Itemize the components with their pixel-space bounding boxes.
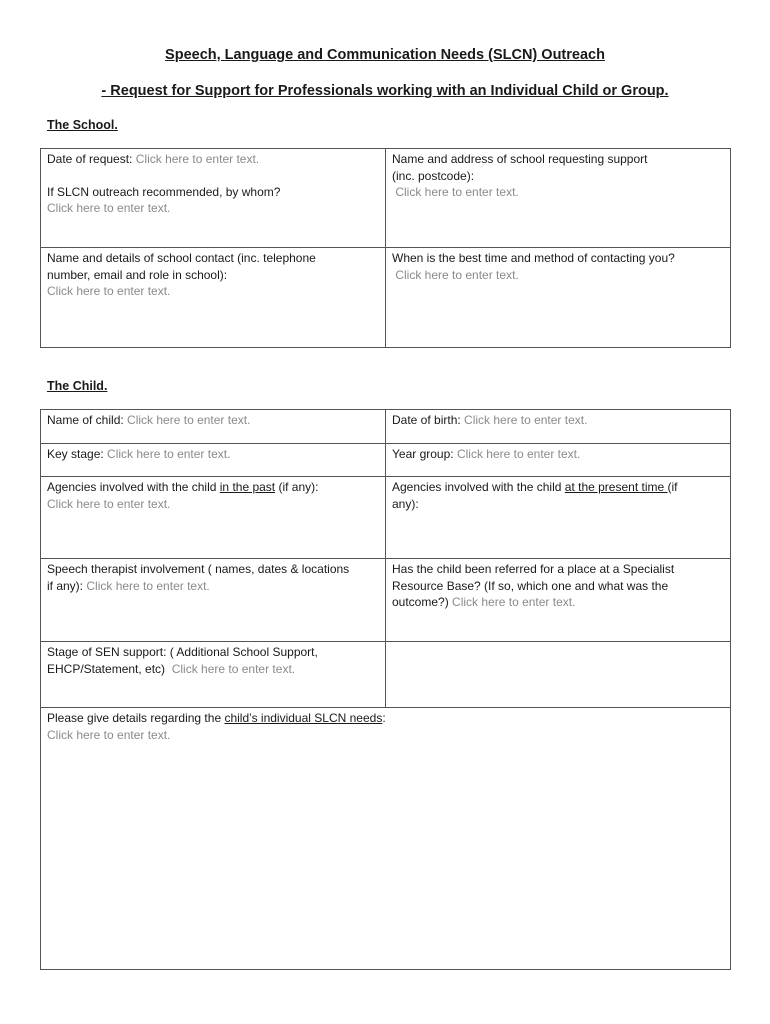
- school-address-label-line2: (inc. postcode):: [392, 168, 475, 183]
- school-contact-label-line1: Name and details of school contact (inc. telephone: [47, 251, 316, 265]
- year-group-field[interactable]: Click here to enter text.: [456, 447, 581, 461]
- year-group-cell: [386, 444, 731, 476]
- best-time-field[interactable]: Click here to enter text.: [395, 267, 519, 282]
- best-time-label: When is the best time and method of contacting you?: [392, 251, 675, 265]
- child-name-field[interactable]: Click here to enter text.: [127, 413, 251, 427]
- agencies-present-emphasis: at the present time: [564, 480, 668, 494]
- agencies-present-suffix-line2: any):: [392, 496, 419, 511]
- agencies-past-emphasis: in the past: [219, 480, 276, 494]
- slcn-needs-cell: [41, 708, 731, 969]
- sen-support-field[interactable]: Click here to enter text.: [171, 661, 296, 676]
- document-subtitle: - Request for Support for Professionals working with an Individual Child or Group.: [101, 83, 669, 99]
- key-stage-cell: [41, 444, 385, 476]
- agencies-present-suffix: (if: [667, 480, 678, 494]
- slcn-needs-emphasis: child’s individual SLCN needs: [224, 711, 383, 725]
- sen-support-label-line1: Stage of SEN support: ( Additional School Support,: [47, 645, 318, 659]
- specialist-base-field[interactable]: Click here to enter text.: [452, 595, 576, 609]
- school-address-label-line1: Name and address of school requesting support: [392, 152, 648, 166]
- specialist-base-label-line2: Resource Base? (If so, which one and what was the: [392, 578, 669, 593]
- school-table: [40, 148, 731, 348]
- child-section-heading: The Child.: [47, 379, 108, 393]
- slcn-needs-field[interactable]: Click here to enter text.: [47, 727, 171, 742]
- date-of-request-label: Date of request:: [47, 152, 133, 166]
- sen-support-cell: [41, 642, 385, 707]
- school-address-cell: [386, 149, 731, 247]
- key-stage-label: Key stage:: [47, 447, 104, 461]
- agencies-past-label: Agencies involved with the child: [47, 480, 220, 494]
- best-time-cell: [386, 248, 731, 347]
- key-stage-field[interactable]: Click here to enter text.: [107, 447, 231, 461]
- slcn-needs-label: Please give details regarding the: [47, 711, 225, 725]
- dob-label: Date of birth:: [392, 413, 461, 427]
- speech-therapist-cell: [41, 559, 385, 641]
- specialist-base-cell: [386, 559, 731, 641]
- recommended-by-label: If SLCN outreach recommended, by whom?: [47, 184, 281, 199]
- agencies-past-field[interactable]: Click here to enter text.: [47, 496, 171, 511]
- document-title: Speech, Language and Communication Needs (SLCN) Outreach: [165, 47, 605, 63]
- agencies-present-label: Agencies involved with the child: [392, 480, 565, 494]
- slcn-needs-suffix: :: [382, 711, 386, 725]
- sen-support-label-line2: EHCP/Statement, etc): [47, 661, 166, 676]
- child-name-label: Name of child:: [47, 413, 124, 427]
- empty-cell: [386, 642, 731, 707]
- speech-therapist-field[interactable]: Click here to enter text.: [86, 578, 210, 593]
- date-of-request-field[interactable]: Click here to enter text.: [135, 152, 260, 166]
- school-contact-label-line2: number, email and role in school):: [47, 267, 228, 282]
- recommended-by-field[interactable]: Click here to enter text.: [47, 201, 171, 215]
- school-section-heading: The School.: [47, 118, 118, 132]
- speech-therapist-label-line1: Speech therapist involvement ( names, dates & locations: [47, 562, 350, 576]
- specialist-base-label-line3: outcome?): [392, 595, 449, 609]
- dob-field[interactable]: Click here to enter text.: [464, 413, 588, 427]
- child-name-cell: [41, 410, 385, 443]
- child-table: [40, 409, 731, 970]
- date-of-request-cell: [41, 149, 385, 247]
- school-address-field[interactable]: Click here to enter text.: [395, 185, 519, 199]
- specialist-base-label-line1: Has the child been referred for a place at a Specialist: [392, 562, 675, 576]
- agencies-past-suffix: (if any):: [275, 480, 319, 494]
- dob-cell: [386, 410, 731, 443]
- school-contact-cell: [41, 248, 385, 347]
- year-group-label: Year group:: [392, 447, 454, 461]
- speech-therapist-label-line2: if any):: [47, 578, 84, 593]
- agencies-present-cell: [386, 477, 731, 558]
- agencies-past-cell: [41, 477, 385, 558]
- school-contact-field[interactable]: Click here to enter text.: [47, 284, 171, 298]
